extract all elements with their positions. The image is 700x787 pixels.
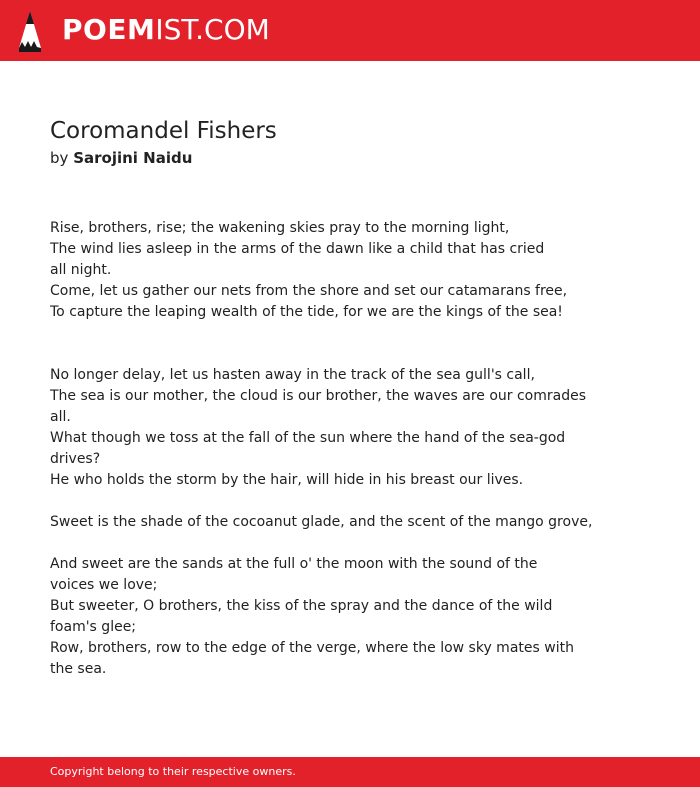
poem-line: The sea is our mother, the cloud is our brother, the waves are our comrades (50, 388, 586, 404)
stanza-break (50, 344, 610, 365)
poem-line: drives? (50, 451, 101, 467)
site-header (0, 0, 700, 61)
poem-line: all. (50, 409, 71, 425)
poem-title: Coromandel Fishers (50, 118, 277, 144)
poem-line: Rise, brothers, rise; the wakening skies pray to the morning light, (50, 220, 510, 236)
pencil-icon[interactable] (18, 10, 42, 52)
poem-line: the sea. (50, 661, 107, 677)
copyright-notice: Copyright belong to their respective owners. (50, 765, 296, 778)
stanza-break (50, 491, 610, 512)
logo-bold-text: POEM (62, 13, 156, 46)
stanza-break (50, 533, 610, 554)
author-name: Sarojini Naidu (73, 149, 193, 167)
poem-line: all night. (50, 262, 112, 278)
poem-body (50, 218, 610, 680)
byline (50, 148, 192, 169)
poem-line: He who holds the storm by the hair, will hide in his breast our lives. (50, 472, 524, 488)
poem-line: The wind lies asleep in the arms of the dawn like a child that has cried (50, 241, 545, 257)
by-label: by (50, 149, 69, 167)
poem-line: To capture the leaping wealth of the tide, for we are the kings of the sea! (50, 304, 563, 320)
poem-line: Come, let us gather our nets from the shore and set our catamarans free, (50, 283, 568, 299)
poem-line: What though we toss at the fall of the sun where the hand of the sea-god (50, 430, 566, 446)
poem-line: voices we love; (50, 577, 158, 593)
poem-line: foam's glee; (50, 619, 137, 635)
poem-line: And sweet are the sands at the full o' the moon with the sound of the (50, 556, 538, 572)
poem-line: Row, brothers, row to the edge of the verge, where the low sky mates with (50, 640, 574, 656)
site-logo-link[interactable] (62, 13, 270, 47)
site-footer (0, 757, 700, 787)
poem-line: But sweeter, O brothers, the kiss of the spray and the dance of the wild (50, 598, 553, 614)
logo-light-text: IST.COM (155, 13, 270, 46)
poem-line: Sweet is the shade of the cocoanut glade, and the scent of the mango grove, (50, 514, 593, 530)
poem-line: No longer delay, let us hasten away in the track of the sea gull's call, (50, 367, 535, 383)
stanza-break (50, 323, 610, 344)
